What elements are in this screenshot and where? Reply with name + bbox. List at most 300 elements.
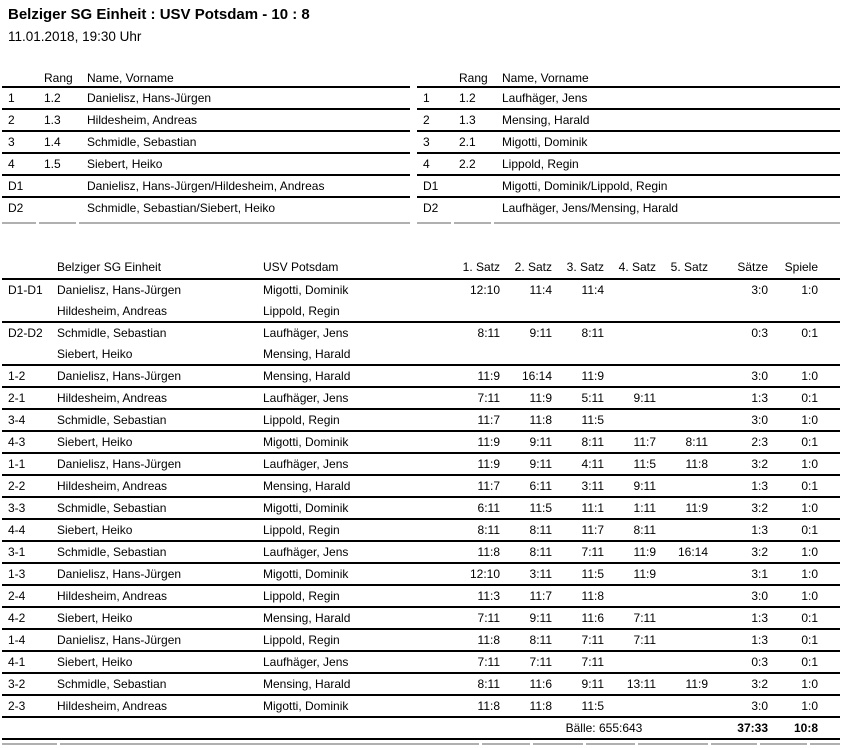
set2-score: 9:11: [529, 611, 552, 625]
away-players: [263, 454, 448, 474]
set1-score: 11:8: [477, 699, 500, 713]
set1-score: 8:11: [477, 677, 500, 691]
away-players: [263, 498, 448, 518]
roster-row-name: Schmidle, Sebastian: [87, 135, 197, 149]
match-label: 2-1: [8, 391, 26, 405]
home-players: [57, 696, 263, 716]
home-players: [57, 564, 263, 584]
home-players: [57, 454, 263, 474]
set4-score: 8:11: [633, 523, 656, 537]
set2-score: 11:5: [529, 501, 552, 515]
spiele-score: 1:0: [801, 545, 818, 559]
row-spacer: [818, 498, 840, 518]
row-spacer: [818, 388, 840, 408]
roster-row-nr: 4: [8, 157, 15, 171]
set2-score: 6:11: [529, 479, 552, 493]
set5-score: [656, 323, 708, 364]
roster-row-rank: 2.2: [459, 157, 476, 171]
player-name: Siebert, Heiko: [57, 435, 133, 449]
set5-score: [656, 630, 708, 650]
set5-score: 11:9: [685, 677, 708, 691]
match-label: 1-2: [8, 369, 26, 383]
spiele-score: 0:1: [801, 633, 818, 647]
match-row: [2, 280, 840, 323]
match-label: D1-D1: [8, 283, 43, 297]
player-name: Hildesheim, Andreas: [57, 479, 168, 493]
set2-score: 11:4: [529, 283, 552, 297]
set3-score: 11:6: [581, 611, 604, 625]
set4-score: 7:11: [633, 633, 656, 647]
player-name: Laufhäger, Jens: [263, 326, 349, 340]
row-spacer: [818, 280, 840, 321]
home-players: [57, 410, 263, 430]
roster-row-rank: 1.3: [459, 113, 476, 127]
player-name: Schmidle, Sebastian: [57, 413, 167, 427]
roster-row-nr: 4: [423, 157, 430, 171]
saetze-score: 3:1: [751, 567, 768, 581]
results-header: [2, 256, 840, 280]
player-name: Migotti, Dominik: [263, 699, 349, 713]
row-spacer: [818, 674, 840, 694]
roster-row-rank: 1.5: [44, 157, 61, 171]
saetze-score: 3:0: [751, 413, 768, 427]
roster-row-rank: 1.2: [459, 91, 476, 105]
roster-row: [2, 198, 410, 220]
roster-bottom-border: [417, 222, 840, 224]
spiele-score: 1:0: [801, 567, 818, 581]
roster-row-rank: [38, 198, 80, 220]
saetze-score: 3:0: [751, 589, 768, 603]
roster-row: [2, 88, 410, 110]
match-row: [2, 696, 840, 718]
set4-score: 13:11: [626, 677, 656, 691]
results-col-spacer: [818, 256, 840, 278]
set4-score: [604, 410, 656, 430]
player-name: Lippold, Regin: [263, 633, 340, 647]
spiele-score: 0:1: [801, 479, 818, 493]
match-row: [2, 520, 840, 542]
spiele-score: 0:1: [801, 611, 818, 625]
home-players: [57, 323, 263, 364]
row-spacer: [818, 520, 840, 540]
player-name: Mensing, Harald: [263, 347, 351, 361]
roster-row: [417, 110, 840, 132]
player-name: Hildesheim, Andreas: [57, 699, 168, 713]
player-name: Lippold, Regin: [263, 589, 340, 603]
set4-score: [604, 366, 656, 386]
row-spacer: [818, 410, 840, 430]
roster-col-nr: [417, 70, 453, 86]
player-name: Lippold, Regin: [263, 413, 340, 427]
player-name: Schmidle, Sebastian: [57, 677, 167, 691]
roster-row: [417, 198, 840, 220]
match-row: [2, 652, 840, 674]
home-players: [57, 586, 263, 606]
away-players: [263, 410, 448, 430]
set5-score: [656, 586, 708, 606]
match-label: 3-1: [8, 545, 26, 559]
set5-score: [656, 476, 708, 496]
results-body: [2, 280, 840, 718]
home-players: [57, 542, 263, 562]
away-players: [263, 696, 448, 716]
set2-score: 9:11: [529, 435, 552, 449]
roster-row-nr: 3: [423, 135, 430, 149]
roster-row-nr: 2: [423, 113, 430, 127]
match-row: [2, 608, 840, 630]
spiele-score: 0:1: [801, 435, 818, 449]
player-name: Migotti, Dominik: [263, 283, 349, 297]
player-name: Laufhäger, Jens: [263, 457, 349, 471]
set5-score: 11:9: [685, 501, 708, 515]
saetze-score: 3:0: [751, 369, 768, 383]
home-players: [57, 280, 263, 321]
set5-score: [656, 696, 708, 716]
set5-score: 11:8: [685, 457, 708, 471]
away-players: [263, 432, 448, 452]
player-name: Schmidle, Sebastian: [57, 501, 167, 515]
team-rosters: [2, 70, 840, 224]
set4-score: [604, 323, 656, 364]
home-players: [57, 476, 263, 496]
set2-score: 16:14: [521, 369, 552, 383]
set2-score: 7:11: [529, 655, 552, 669]
set5-score: [656, 520, 708, 540]
spiele-score: 0:1: [801, 523, 818, 537]
roster-col-name: Name, Vorname: [87, 71, 174, 85]
set4-score: [604, 696, 656, 716]
roster-row: [417, 154, 840, 176]
row-spacer: [818, 432, 840, 452]
player-name: Mensing, Harald: [263, 479, 351, 493]
results-col-match: [2, 256, 57, 278]
set3-score: 7:11: [581, 633, 604, 647]
spiele-score: 0:1: [801, 391, 818, 405]
row-spacer: [818, 696, 840, 716]
match-datetime: 11.01.2018, 19:30 Uhr: [8, 29, 142, 44]
match-row: [2, 476, 840, 498]
set1-score: 12:10: [469, 567, 500, 581]
roster-row-name: Schmidle, Sebastian/Siebert, Heiko: [87, 201, 276, 215]
set5-score: [656, 410, 708, 430]
set3-score: 11:5: [581, 699, 604, 713]
match-row: [2, 323, 840, 366]
set1-score: 11:8: [477, 545, 500, 559]
player-name: Danielisz, Hans-Jürgen: [57, 457, 182, 471]
player-name: Danielisz, Hans-Jürgen: [57, 369, 182, 383]
roster-row-name: Siebert, Heiko: [87, 157, 163, 171]
spiele-score: 1:0: [801, 413, 818, 427]
results-col-set2: 2. Satz: [514, 260, 552, 274]
match-label: 3-2: [8, 677, 26, 691]
player-name: Migotti, Dominik: [263, 435, 349, 449]
player-name: Migotti, Dominik: [263, 567, 349, 581]
set1-score: 8:11: [477, 523, 500, 537]
roster-row-name: Laufhäger, Jens: [502, 91, 588, 105]
match-label: 2-3: [8, 699, 26, 713]
match-label: 3-3: [8, 501, 26, 515]
set2-score: 8:11: [529, 633, 552, 647]
roster-row-rank: [38, 176, 80, 196]
away-players: [263, 520, 448, 540]
set2-score: 9:11: [529, 326, 552, 340]
set3-score: 11:7: [581, 523, 604, 537]
match-row: [2, 564, 840, 586]
set4-score: 1:11: [633, 501, 656, 515]
row-spacer: [818, 564, 840, 584]
set4-score: [604, 586, 656, 606]
spiele-score: 0:1: [801, 326, 818, 340]
set4-score: 11:9: [633, 567, 656, 581]
roster-row-nr: 2: [8, 113, 15, 127]
set2-score: 11:8: [529, 699, 552, 713]
results-col-away-team: USV Potsdam: [263, 260, 339, 274]
roster-row-name: Laufhäger, Jens/Mensing, Harald: [502, 201, 679, 215]
roster-row-rank: [453, 198, 495, 220]
set3-score: 4:11: [581, 457, 604, 471]
spiele-score: 1:0: [801, 677, 818, 691]
results-col-set4: 4. Satz: [618, 260, 656, 274]
player-name: Siebert, Heiko: [57, 655, 133, 669]
away-players: [263, 652, 448, 672]
match-label: 1-1: [8, 457, 26, 471]
set1-score: 8:11: [477, 326, 500, 340]
away-players: [263, 674, 448, 694]
results-table: [2, 256, 840, 745]
away-players: [263, 323, 448, 364]
roster-row-nr: D1: [423, 179, 439, 193]
home-players: [57, 608, 263, 628]
row-spacer: [818, 476, 840, 496]
player-name: Danielisz, Hans-Jürgen: [57, 283, 182, 297]
set3-score: 5:11: [581, 391, 604, 405]
set3-score: 11:1: [581, 501, 604, 515]
home-players: [57, 366, 263, 386]
home-players: [57, 498, 263, 518]
saetze-score: 1:3: [751, 523, 768, 537]
match-label: 2-2: [8, 479, 26, 493]
row-spacer: [818, 652, 840, 672]
match-row: [2, 410, 840, 432]
player-name: Laufhäger, Jens: [263, 545, 349, 559]
saetze-score: 1:3: [751, 611, 768, 625]
roster-home-team: [2, 70, 410, 224]
roster-away-team: [417, 70, 840, 224]
spiele-score: 1:0: [801, 501, 818, 515]
roster-row: [2, 154, 410, 176]
saetze-score: 3:2: [751, 501, 768, 515]
spiele-score: 0:1: [801, 655, 818, 669]
saetze-score: 3:0: [751, 699, 768, 713]
away-players: [263, 388, 448, 408]
set5-score: [656, 608, 708, 628]
row-spacer: [818, 630, 840, 650]
player-name: Siebert, Heiko: [57, 523, 133, 537]
roster-row-nr: 1: [423, 91, 430, 105]
set5-score: [656, 652, 708, 672]
set5-score: [656, 564, 708, 584]
saetze-score: 1:3: [751, 479, 768, 493]
roster-row-rank: 1.3: [44, 113, 61, 127]
match-label: 3-4: [8, 413, 26, 427]
set3-score: 11:5: [581, 413, 604, 427]
roster-col-rank: Rang: [44, 71, 73, 85]
set2-score: 8:11: [529, 545, 552, 559]
roster-row-name: Mensing, Harald: [502, 113, 590, 127]
set1-score: 7:11: [477, 391, 500, 405]
set2-score: 11:6: [529, 677, 552, 691]
match-row: [2, 630, 840, 652]
home-players: [57, 652, 263, 672]
spiele-total: 10:8: [793, 721, 818, 735]
player-name: Mensing, Harald: [263, 611, 351, 625]
results-col-set1: 1. Satz: [462, 260, 500, 274]
match-label: 4-1: [8, 655, 26, 669]
set2-score: 11:7: [529, 589, 552, 603]
spiele-score: 1:0: [801, 699, 818, 713]
saetze-score: 0:3: [751, 655, 768, 669]
roster-row: [2, 110, 410, 132]
match-label: 4-4: [8, 523, 26, 537]
set1-score: 6:11: [477, 501, 500, 515]
away-players: [263, 280, 448, 321]
spiele-score: 1:0: [801, 283, 818, 297]
spiele-score: 1:0: [801, 589, 818, 603]
set4-score: [604, 280, 656, 321]
saetze-score: 0:3: [751, 326, 768, 340]
match-row: [2, 454, 840, 476]
roster-row-nr: D2: [423, 201, 439, 215]
away-players: [263, 542, 448, 562]
roster-row-name: Hildesheim, Andreas: [87, 113, 198, 127]
saetze-score: 3:2: [751, 457, 768, 471]
roster-header: [2, 70, 410, 88]
roster-row-nr: D2: [8, 201, 24, 215]
set3-score: 11:8: [581, 589, 604, 603]
roster-row-rank: 1.2: [44, 91, 61, 105]
set4-score: 7:11: [633, 611, 656, 625]
set4-score: 11:7: [633, 435, 656, 449]
away-players: [263, 630, 448, 650]
set1-score: 11:9: [477, 457, 500, 471]
row-spacer: [818, 608, 840, 628]
saetze-score: 2:3: [751, 435, 768, 449]
set4-score: 9:11: [633, 391, 656, 405]
away-players: [263, 564, 448, 584]
match-row: [2, 388, 840, 410]
match-label: 4-3: [8, 435, 26, 449]
set1-score: 11:9: [477, 435, 500, 449]
home-players: [57, 674, 263, 694]
player-name: Hildesheim, Andreas: [57, 391, 168, 405]
set1-score: 11:9: [477, 369, 500, 383]
roster-row: [2, 132, 410, 154]
roster-row-rank: 1.4: [44, 135, 61, 149]
player-name: Mensing, Harald: [263, 677, 351, 691]
set4-score: 9:11: [633, 479, 656, 493]
match-row: [2, 498, 840, 520]
set5-score: 8:11: [685, 435, 708, 449]
set3-score: 11:5: [581, 567, 604, 581]
set2-score: 8:11: [529, 523, 552, 537]
row-spacer: [818, 366, 840, 386]
set1-score: 11:7: [477, 479, 500, 493]
roster-row-nr: 3: [8, 135, 15, 149]
saetze-score: 1:3: [751, 391, 768, 405]
player-name: Siebert, Heiko: [57, 347, 133, 361]
set5-score: [656, 280, 708, 321]
home-players: [57, 432, 263, 452]
saetze-score: 3:2: [751, 677, 768, 691]
player-name: Mensing, Harald: [263, 369, 351, 383]
set5-score: 16:14: [677, 545, 708, 559]
match-row: [2, 586, 840, 608]
set2-score: 9:11: [529, 457, 552, 471]
match-row: [2, 366, 840, 388]
set2-score: 11:9: [529, 391, 552, 405]
set3-score: 7:11: [581, 545, 604, 559]
set3-score: 8:11: [581, 435, 604, 449]
player-name: Laufhäger, Jens: [263, 391, 349, 405]
player-name: Lippold, Regin: [263, 304, 340, 318]
set3-score: 3:11: [581, 479, 604, 493]
set4-score: 11:9: [633, 545, 656, 559]
roster-row-name: Migotti, Dominik/Lippold, Regin: [502, 179, 668, 193]
saetze-total: 37:33: [737, 721, 768, 735]
roster-col-nr: [2, 70, 38, 86]
set3-score: 9:11: [581, 677, 604, 691]
set1-score: 11:7: [477, 413, 500, 427]
page-title: Belziger SG Einheit : USV Potsdam - 10 : 8: [8, 6, 310, 23]
roster-row: [417, 88, 840, 110]
set4-score: 11:5: [633, 457, 656, 471]
set3-score: 11:4: [581, 283, 604, 297]
away-players: [263, 608, 448, 628]
player-name: Schmidle, Sebastian: [57, 545, 167, 559]
roster-row-name: Danielisz, Hans-Jürgen: [87, 91, 212, 105]
roster-row-name: Migotti, Dominik: [502, 135, 588, 149]
row-spacer: [818, 586, 840, 606]
results-footer: [2, 718, 840, 740]
roster-row: [417, 132, 840, 154]
saetze-score: 1:3: [751, 633, 768, 647]
set4-score: [604, 652, 656, 672]
spiele-score: 1:0: [801, 369, 818, 383]
balls-total: Bälle: 655:643: [565, 721, 643, 735]
set5-score: [656, 366, 708, 386]
results-col-spiele: Spiele: [784, 260, 818, 274]
home-players: [57, 520, 263, 540]
roster-row-nr: 1: [8, 91, 15, 105]
set1-score: 11:3: [477, 589, 500, 603]
row-spacer: [818, 323, 840, 364]
results-col-set3: 3. Satz: [566, 260, 604, 274]
match-label: 2-4: [8, 589, 26, 603]
saetze-score: 3:2: [751, 545, 768, 559]
match-label: D2-D2: [8, 326, 43, 340]
set1-score: 12:10: [469, 283, 500, 297]
row-spacer: [818, 454, 840, 474]
set1-score: 11:8: [477, 633, 500, 647]
roster-row-rank: 2.1: [459, 135, 476, 149]
spiele-score: 1:0: [801, 457, 818, 471]
set2-score: 11:8: [529, 413, 552, 427]
match-row: [2, 542, 840, 564]
home-players: [57, 388, 263, 408]
away-players: [263, 586, 448, 606]
player-name: Siebert, Heiko: [57, 611, 133, 625]
match-label: 1-3: [8, 567, 26, 581]
